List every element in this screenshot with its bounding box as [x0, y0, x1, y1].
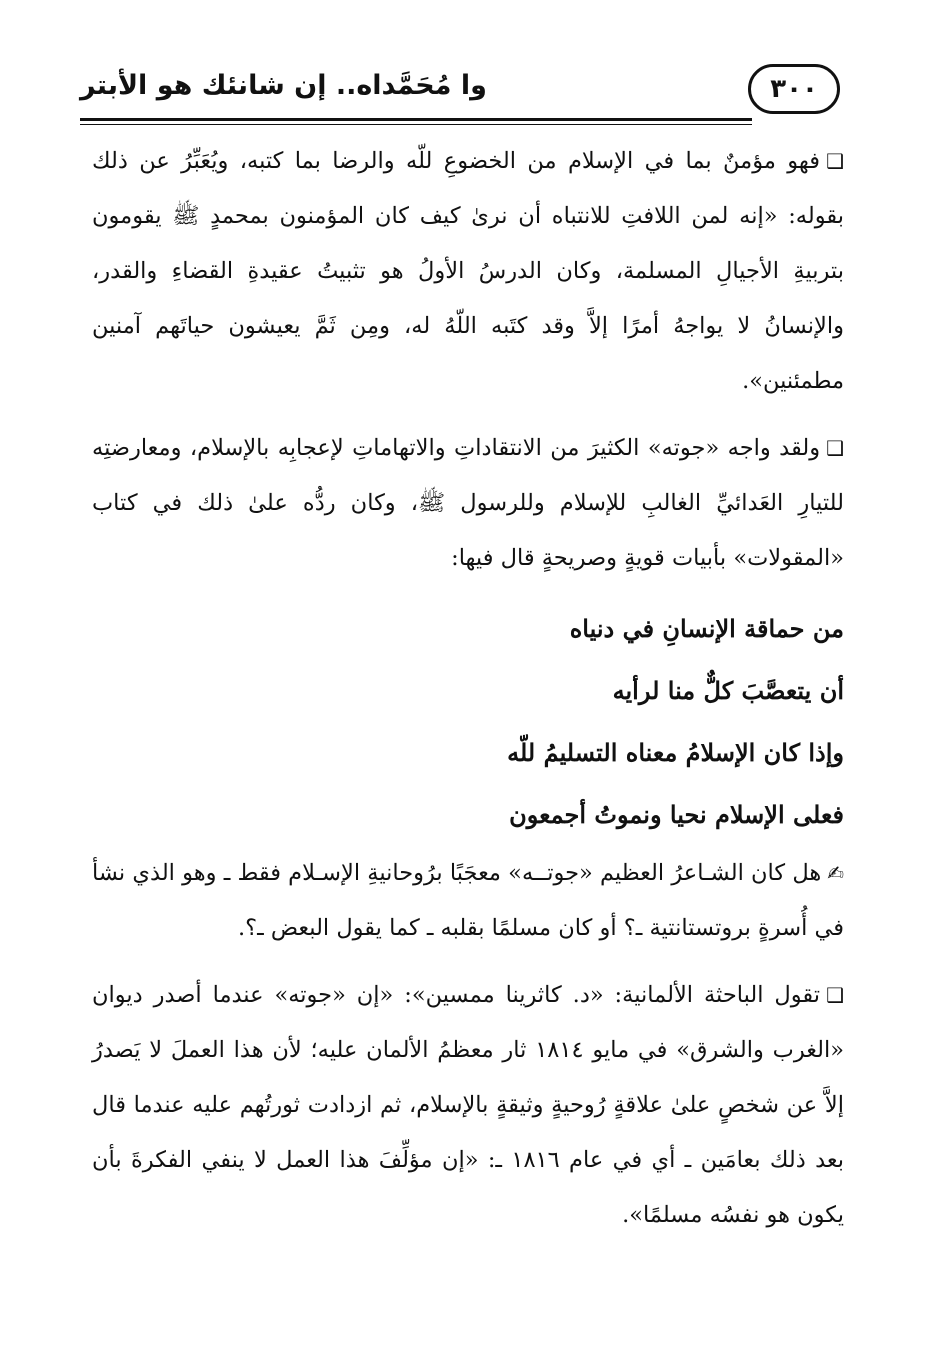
poem-verses [92, 598, 844, 846]
verse-line: أن يتعصَّبَ كلٌّ منا لرأيه [612, 676, 844, 705]
paragraph-1-text: فهو مؤمنٌ بما في الإسلام من الخضوعِ للّه والرضا بما كتبه، ويُعَبِّرُ عن ذلك بقوله: «إنه لمن اللافتِ للانتباه أن نرىٰ كيف كان المؤمنون بمحمدٍ ﷺ يقومون بتربيةِ الأجيالِ المسلمة، وكان الدرسُ الأولُ هو تثبيتُ عقيدةِ القضاءِ والقدر، والإنسانُ لا يواجهُ أمرًا إلاَّ وقد كتَبه اللّهُ له، ومِن ثَمَّ يعيشون حياتَهم آمنين مطمئنين». [92, 148, 844, 394]
pen-icon: ✍ [827, 861, 844, 885]
paragraph-1 [92, 134, 844, 409]
checkbox-bullet-icon: ❑ [826, 983, 844, 1007]
verse-line: فعلى الإسلام نحيا ونموتُ أجمعون [509, 800, 844, 829]
paragraph-2 [92, 421, 844, 586]
verse-line: وإذا كان الإسلامُ معناه التسليمُ للّه [507, 738, 844, 767]
checkbox-bullet-icon: ❑ [826, 436, 844, 460]
verse-line: من حماقة الإنسانِ في دنياه [569, 614, 844, 643]
paragraph-3 [92, 968, 844, 1243]
question-note-text: هل كان الشـاعرُ العظيم «جوتــه» معجَبًا برُوحانيةِ الإسـلام فقط ـ وهو الذي نشأ في أُسرةٍ بروتستانتية ـ؟ أو كان مسلمًا بقلبه ـ كما يقول البعض ـ؟. [92, 860, 844, 941]
page-header [80, 58, 840, 124]
running-title: وا مُحَمَّداه.. إن شانئك هو الأبتر [80, 70, 487, 101]
header-rule [80, 118, 752, 121]
page-body [92, 134, 844, 1255]
paragraph-3-text: تقول الباحثة الألمانية: «د. كاثرينا ممسين»: «إن «جوته» عندما أصدر ديوان «الغرب والشرق» في مايو ١٨١٤ ثار معظمُ الألمان عليه؛ لأن هذا العملَ لا يَصدرُ إلاَّ عن شخصٍ علىٰ علاقةٍ رُوحيةٍ وثيقةٍ بالإسلام، ثم ازدادت ثورتُهم عليه عندما قال بعد ذلك بعامَين ـ أي في عام ١٨١٦ ـ: «إن مؤلِّفَ هذا العمل لا ينفي الفكرةَ بأن يكون هو نفسُه مسلمًا». [92, 982, 845, 1228]
paragraph-2-text: ولقد واجه «جوته» الكثيرَ من الانتقاداتِ والاتهاماتِ لإعجابِه بالإسلام، ومعارضتِه للتيارِ العَدائيِّ الغالبِ للإسلام وللرسول ﷺ، وكان ردُّه علىٰ ذلك في كتاب «المقولات» بأبيات قويةٍ وصريحةٍ قال فيها: [92, 435, 844, 571]
question-note [92, 846, 844, 956]
checkbox-bullet-icon: ❑ [826, 149, 844, 173]
header-rule-thin [80, 124, 752, 125]
page-number: ٣٠٠ [748, 64, 840, 114]
